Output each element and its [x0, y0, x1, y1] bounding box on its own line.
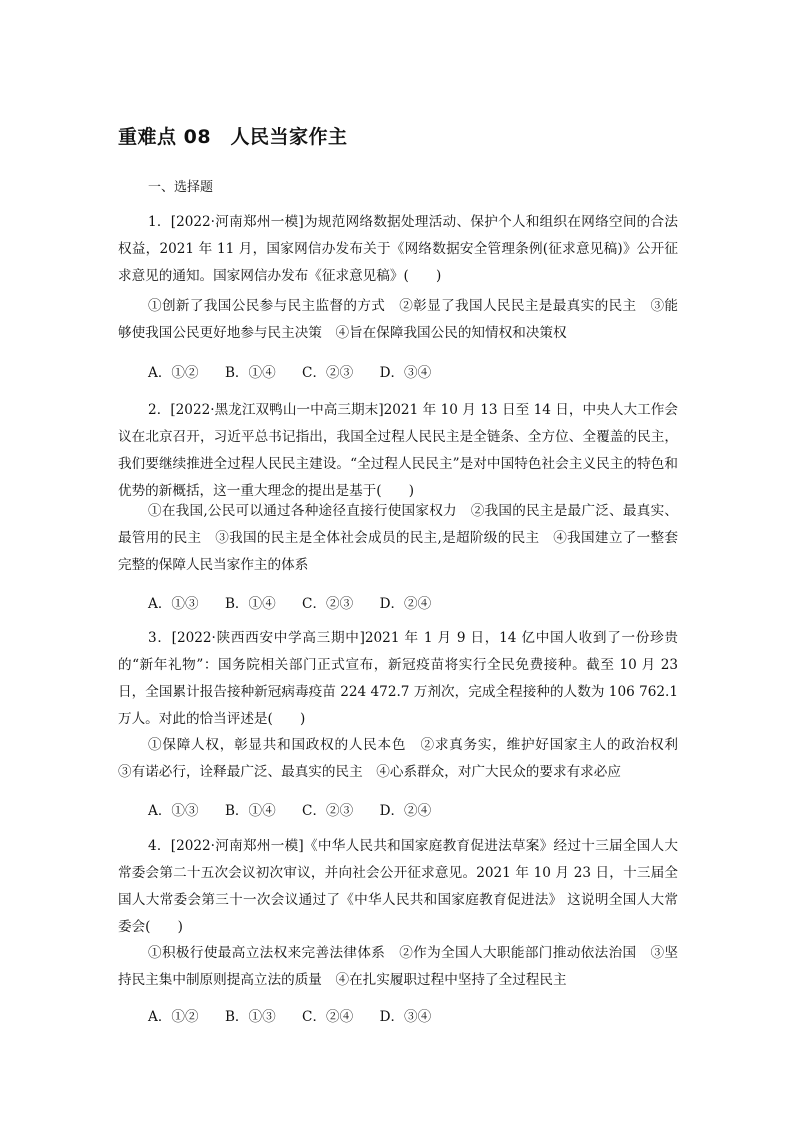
choice-b: B．①④ — [224, 803, 276, 819]
choice-c: C．②③ — [302, 596, 354, 612]
question-2-choices — [148, 592, 453, 612]
choice-c: C．②③ — [302, 365, 354, 381]
choice-b: B．①③ — [224, 1009, 276, 1025]
question-3-options: ①保障人权，彰显共和国政权的人民本色 ②求真务实，维护好国家主人的政治权利 ③有诺必行，诠释最广泛、最真实的民主 ④心系群众，对广大民众的要求有求必应 — [118, 737, 692, 780]
choice-c: C．②④ — [302, 1009, 354, 1025]
question-4-choices — [148, 1005, 453, 1025]
question-3-stem: 3．[2022·陕西西安中学高三期中]2021 年 1 月 9 日，14 亿中国人收到了一份珍贵的“新年礼物”：国务院相关部门正式宣布，新冠疫苗将实行全民免费接种。截至 10 月 23 日，全国累计报告接种新冠病毒疫苗 224 472.7 万剂次，完成全程接种的人数为 106 762.1 万人。对此的恰当评述是( ) — [118, 630, 678, 727]
choice-d: D．③④ — [379, 365, 432, 381]
section-heading: 一、选择题 — [148, 180, 214, 195]
choice-a: A．①② — [148, 1009, 199, 1025]
question-1-stem: 1．[2022·河南郑州一模]为规范网络数据处理活动、保护个人和组织在网络空间的合法权益，2021 年 11 月，国家网信办发布关于《网络数据安全管理条例(征求意见稿)》公开征求意见的通知。国家网信办发布《征求意见稿》( ) — [118, 214, 678, 284]
choice-a: A．①② — [148, 365, 199, 381]
choice-b: B．①④ — [224, 596, 276, 612]
question-4-stem: 4．[2022·河南郑州一模]《中华人民共和国家庭教育促进法草案》经过十三届全国人大常委会第二十五次会议初次审议，并向社会公开征求意见。2021 年 10 月 23 日，十三届全国人大常委会第三十一次会议通过了《中华人民共和国家庭教育促进法》 这说明全国人大常委会( ) — [118, 838, 678, 935]
choice-d: D．②④ — [379, 803, 432, 819]
question-1-choices — [148, 361, 453, 381]
choice-d: D．③④ — [379, 1009, 432, 1025]
question-2-options: ①在我国,公民可以通过各种途径直接行使国家权力 ②我国的民主是最广泛、最真实、最管用的民主 ③我国的民主是全体社会成员的民主,是超阶级的民主 ④我国建立了一整套完整的保障人民当家作主的体系 — [118, 503, 678, 573]
question-1-options: ①创新了我国公民参与民主监督的方式 ②彰显了我国人民民主是最真实的民主 ③能够使我国公民更好地参与民主决策 ④旨在保障我国公民的知情权和决策权 — [118, 298, 678, 341]
page-title: 重难点 08 人民当家作主 — [118, 126, 348, 148]
choice-a: A．①③ — [148, 803, 199, 819]
choice-a: A．①③ — [148, 596, 199, 612]
question-3-choices — [148, 799, 453, 819]
choice-c: C．②③ — [302, 803, 354, 819]
question-2-stem: 2．[2022·黑龙江双鸭山一中高三期末]2021 年 10 月 13 日至 14 日，中央人大工作会议在北京召开，习近平总书记指出，我国全过程人民民主是全链条、全方位、全覆盖的民主，我们要继续推进全过程人民民主建设。“全过程人民民主”是对中国特色社会主义民主的特色和优势的新概括，这一重大理念的提出是基于( ) — [118, 402, 678, 499]
choice-b: B．①④ — [224, 365, 276, 381]
choice-d: D．②④ — [379, 596, 432, 612]
question-4-options: ①积极行使最高立法权来完善法律体系 ②作为全国人大职能部门推动依法治国 ③坚持民主集中制原则提高立法的质量 ④在扎实履职过程中坚持了全过程民主 — [118, 945, 678, 988]
